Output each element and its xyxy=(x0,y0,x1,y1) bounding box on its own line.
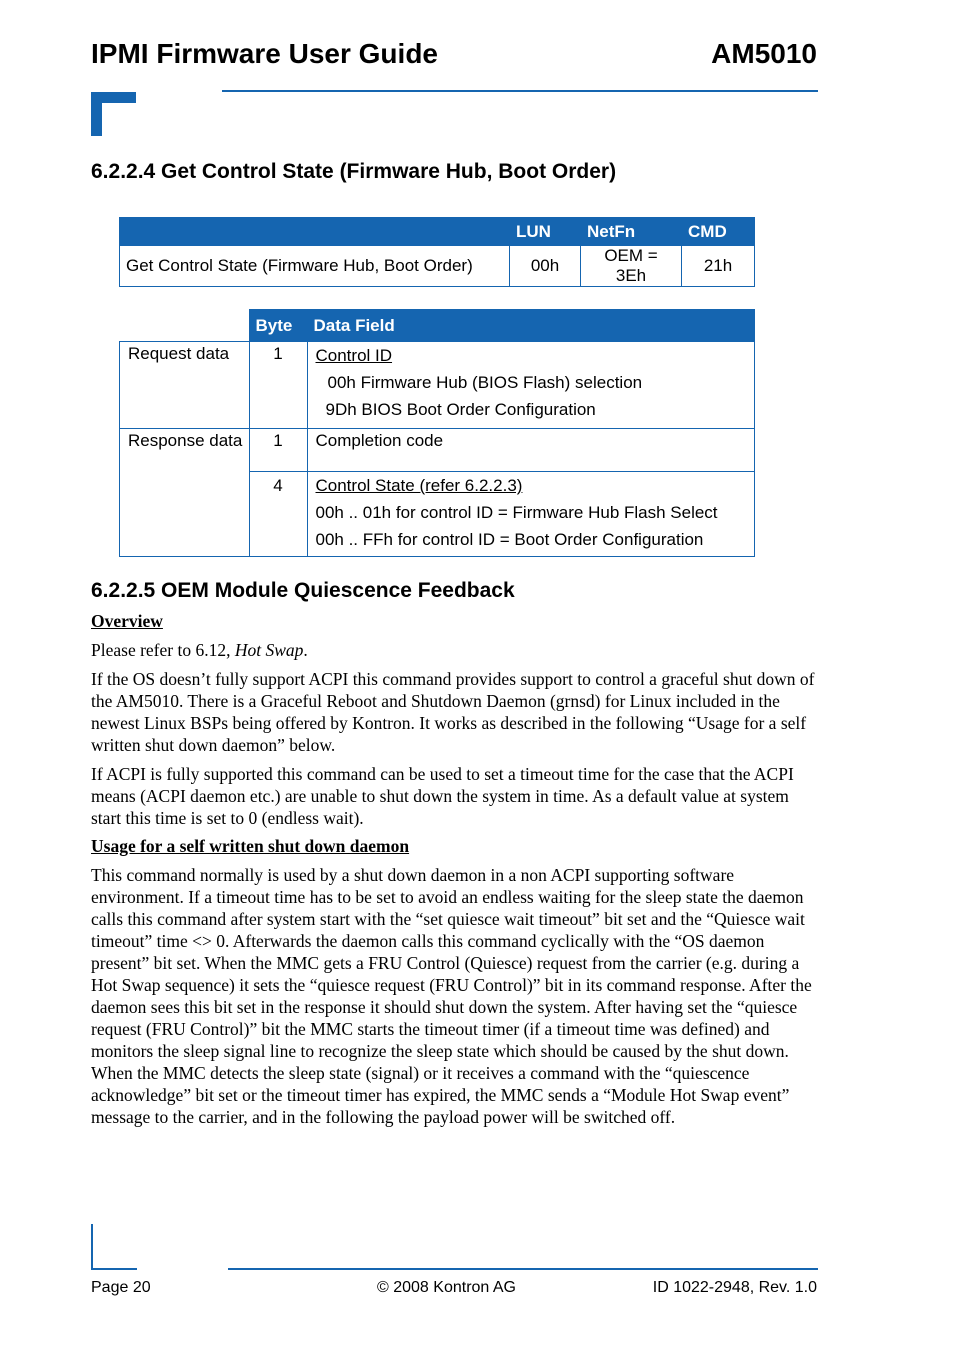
lun-value: 00h xyxy=(510,246,581,287)
header-byte: Byte xyxy=(249,310,307,342)
paragraph-2: If ACPI is fully supported this command can be used to set a timeout time for the case that the ACPI means (ACPI daemon etc.) are unable to shut down the system in time. As a default value at system start this time is set to 0 (endless wait). xyxy=(91,764,794,828)
overview-label: Overview xyxy=(91,611,163,631)
header-lun: LUN xyxy=(510,218,581,246)
footer-corner-horizontal xyxy=(91,1268,137,1270)
response-byte-4: 4 xyxy=(249,472,307,557)
completion-code: Completion code xyxy=(307,429,755,472)
control-id-option: 00h Firmware Hub (BIOS Flash) selection xyxy=(327,373,643,392)
control-state-option: 00h .. FFh for control ID = Boot Order Configuration xyxy=(315,530,704,549)
section-heading-6224: 6.2.2.4 Get Control State (Firmware Hub, Boot Order) xyxy=(91,160,617,183)
command-table xyxy=(119,217,755,287)
request-field xyxy=(307,342,755,429)
usage-label: Usage for a self written shut down daemon xyxy=(91,836,410,856)
data-field-table xyxy=(119,309,755,557)
control-id-title: Control ID xyxy=(315,346,393,365)
section-heading-6225: 6.2.2.5 OEM Module Quiescence Feedback xyxy=(91,579,515,602)
page-number: Page 20 xyxy=(91,1279,151,1296)
cmd-value: 21h xyxy=(682,246,755,287)
netfn-value: OEM = 3Eh xyxy=(581,246,682,287)
control-state-field xyxy=(307,472,755,557)
header-blank-cell xyxy=(120,218,510,246)
refer-prefix: Please refer to 6.12, xyxy=(91,640,235,660)
refer-link: Hot Swap xyxy=(234,640,304,660)
header-data-field: Data Field xyxy=(307,310,755,342)
footer-corner-vertical xyxy=(91,1224,93,1270)
header-empty xyxy=(120,310,250,342)
command-name: Get Control State (Firmware Hub, Boot Order) xyxy=(120,246,510,287)
document-id: ID 1022-2948, Rev. 1.0 xyxy=(652,1279,817,1296)
copyright: © 2008 Kontron AG xyxy=(377,1279,516,1296)
paragraph-3: This command normally is used by a shut down daemon in a non ACPI supporting software environment. If a timeout time has to be set to avoid an endless waiting for the sleep state the daemon calls this command after system start with the “set quiesce wait timeout” bit set and the “Quiesce wait timeout” time <> 0. Afterwards the daemon calls this command cyclically with the “OS daemon present” bit set. When the MMC gets a FRU Control (Quiesce) request from the carrier (e.g. during a Hot Swap sequence) it sets the “quiesce request (FRU Control)” bit in its command response. After the daemon sees this bit set in the response it should shut down the system. After having set the “quiesce request (FRU Control)” bit the MMC starts the timeout timer (if a timeout time was defined) and monitors the sleep signal line to recognize the sleep state which should be caused by the shut down. When the MMC detects the sleep state (signal) or it receives a command with the “quiescence acknowledge” bit set or the timeout timer has expired, the MMC sends a “Module Hot Swap event” message to the carrier, and in the following the payload power will be switched off. xyxy=(91,865,812,1127)
control-state-option: 00h .. 01h for control ID = Firmware Hub Flash Select xyxy=(315,503,718,522)
request-data-label: Request data xyxy=(120,342,250,429)
product-name: AM5010 xyxy=(711,38,817,69)
footer-rule xyxy=(228,1268,818,1270)
control-id-option: 9Dh BIOS Boot Order Configuration xyxy=(325,400,596,419)
document-title: IPMI Firmware User Guide xyxy=(91,38,438,69)
corner-mark-horizontal xyxy=(91,92,136,103)
header-netfn: NetFn xyxy=(581,218,682,246)
refer-suffix: . xyxy=(303,640,308,660)
refer-line xyxy=(91,639,821,661)
request-byte: 1 xyxy=(249,342,307,429)
control-state-title: Control State (refer 6.2.2.3) xyxy=(315,476,523,495)
response-data-label: Response data xyxy=(120,429,250,557)
response-byte-1: 1 xyxy=(249,429,307,472)
paragraph-1: If the OS doesn’t fully support ACPI this command provides support to control a graceful shut down of the AM5010. There is a Graceful Reboot and Shutdown Daemon (grnsd) for Linux included in the newest Linux BSPs being offered by Kontron. It works as described in the following “Usage for a self written shut down daemon” below. xyxy=(91,669,815,755)
header-cmd: CMD xyxy=(682,218,755,246)
header-rule xyxy=(222,90,818,92)
